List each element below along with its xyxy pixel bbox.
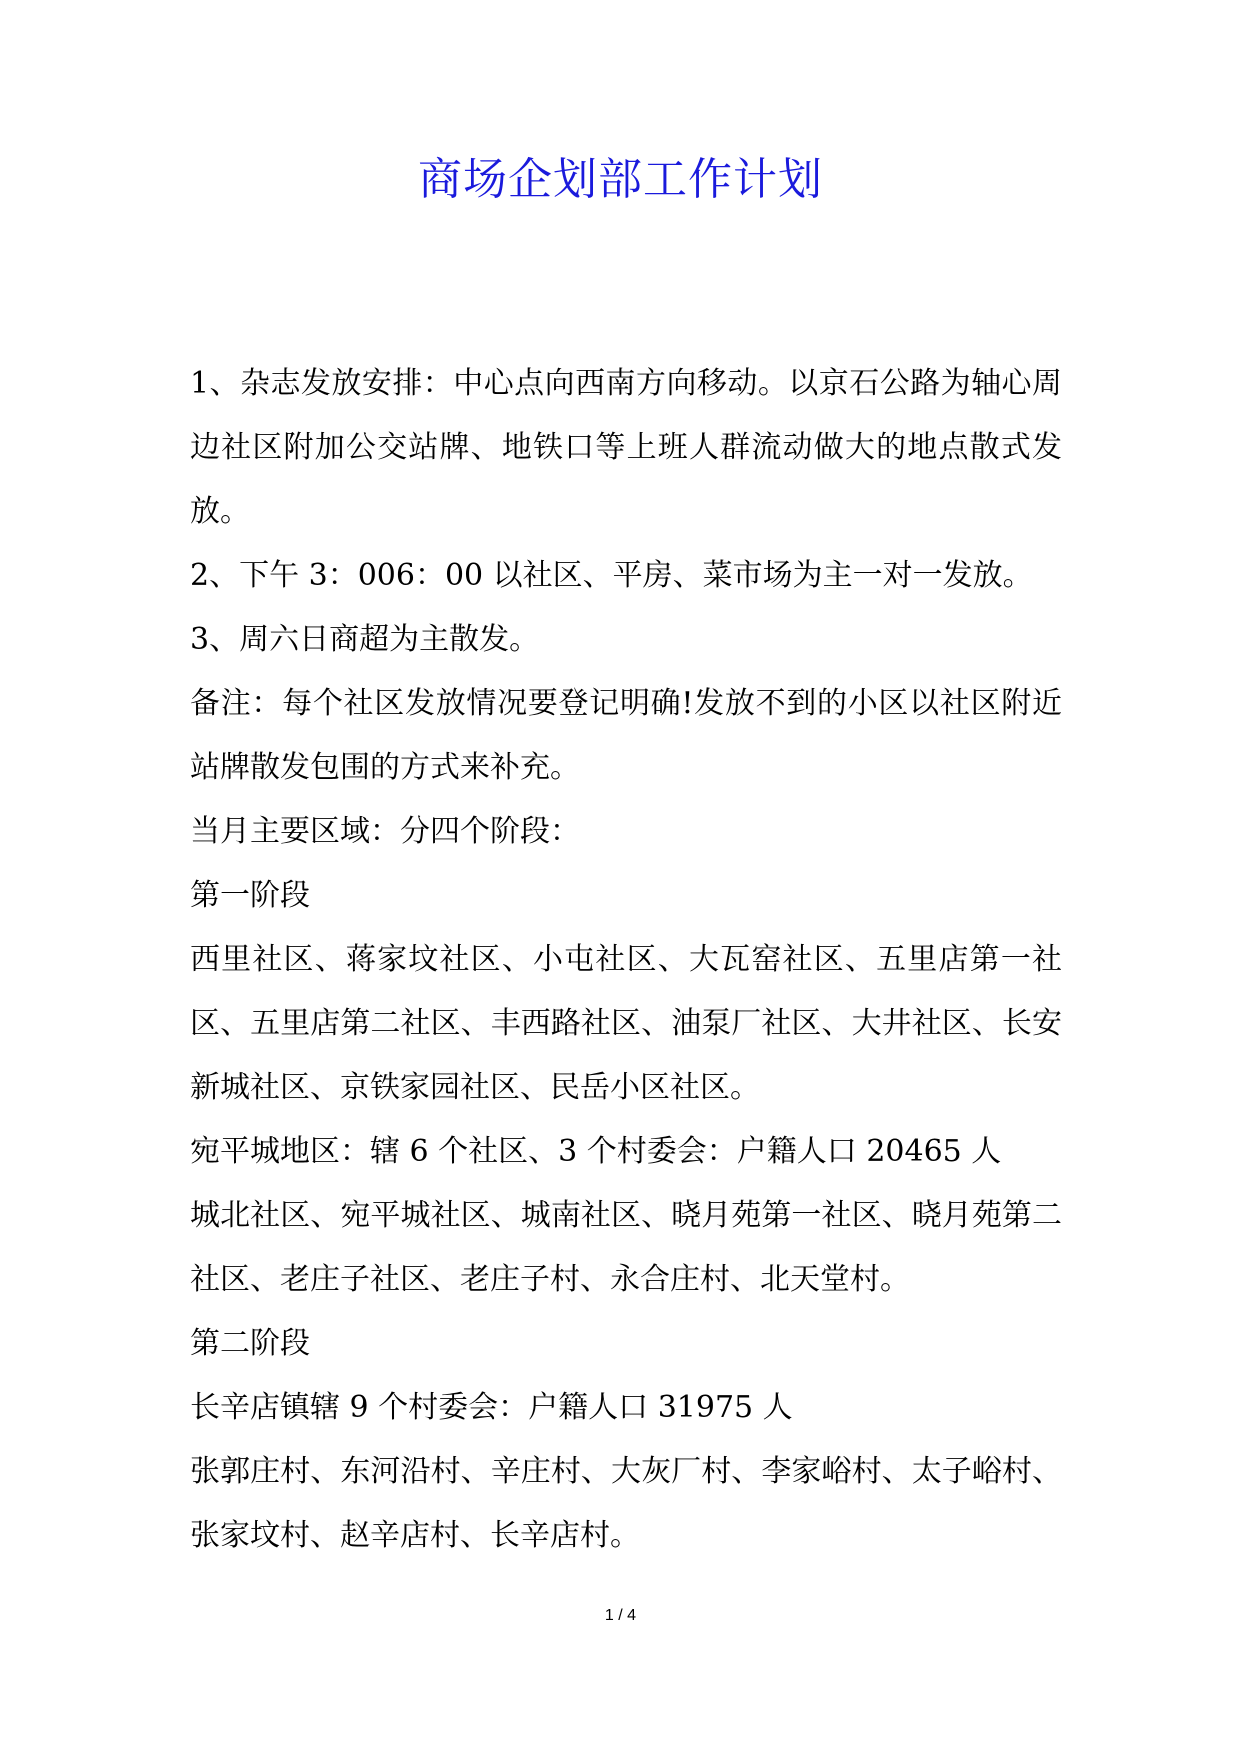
paragraph-changxindian-town: 长辛店镇辖 9 个村委会：户籍人口 31975 人 <box>190 1390 793 1425</box>
paragraph-wanping-communities: 城北社区、宛平城社区、城南社区、晓月苑第一社区、晓月苑第二社区、老庄子社区、老庄子村、永合庄村、北天堂村。 <box>190 1198 1062 1297</box>
paragraph-weekend-schedule: 3、周六日商超为主散发。 <box>190 622 540 657</box>
paragraph-stage-one-communities: 西里社区、蒋家坟社区、小屯社区、大瓦窑社区、五里店第一社区、五里店第二社区、丰西路社区、油泵厂社区、大井社区、长安新城社区、京铁家园社区、民岳小区社区。 <box>190 942 1062 1105</box>
heading-stage-one: 第一阶段 <box>190 878 310 913</box>
heading-stage-two: 第二阶段 <box>190 1326 310 1361</box>
paragraph-remark: 备注：每个社区发放情况要登记明确!发放不到的小区以社区附近站牌散发包围的方式来补充。 <box>190 686 1062 785</box>
paragraph-main-areas: 当月主要区域：分四个阶段： <box>190 814 580 849</box>
document-body <box>190 352 1062 1568</box>
page-number: 1 / 4 <box>604 1607 637 1624</box>
paragraph-distribution-plan: 1、杂志发放安排：中心点向西南方向移动。以京石公路为轴心周边社区附加公交站牌、地铁口等上班人群流动做大的地点散式发放。 <box>190 366 1062 529</box>
paragraph-afternoon-schedule: 2、下午 3：006：00 以社区、平房、菜市场为主一对一发放。 <box>190 558 1033 593</box>
paragraph-wanping-district: 宛平城地区：辖 6 个社区、3 个村委会：户籍人口 20465 人 <box>190 1134 1002 1169</box>
paragraph-changxindian-villages: 张郭庄村、东河沿村、辛庄村、大灰厂村、李家峪村、太子峪村、张家坟村、赵辛店村、长辛店村。 <box>190 1454 1062 1553</box>
document-title: 商场企划部工作计划 <box>418 154 823 205</box>
